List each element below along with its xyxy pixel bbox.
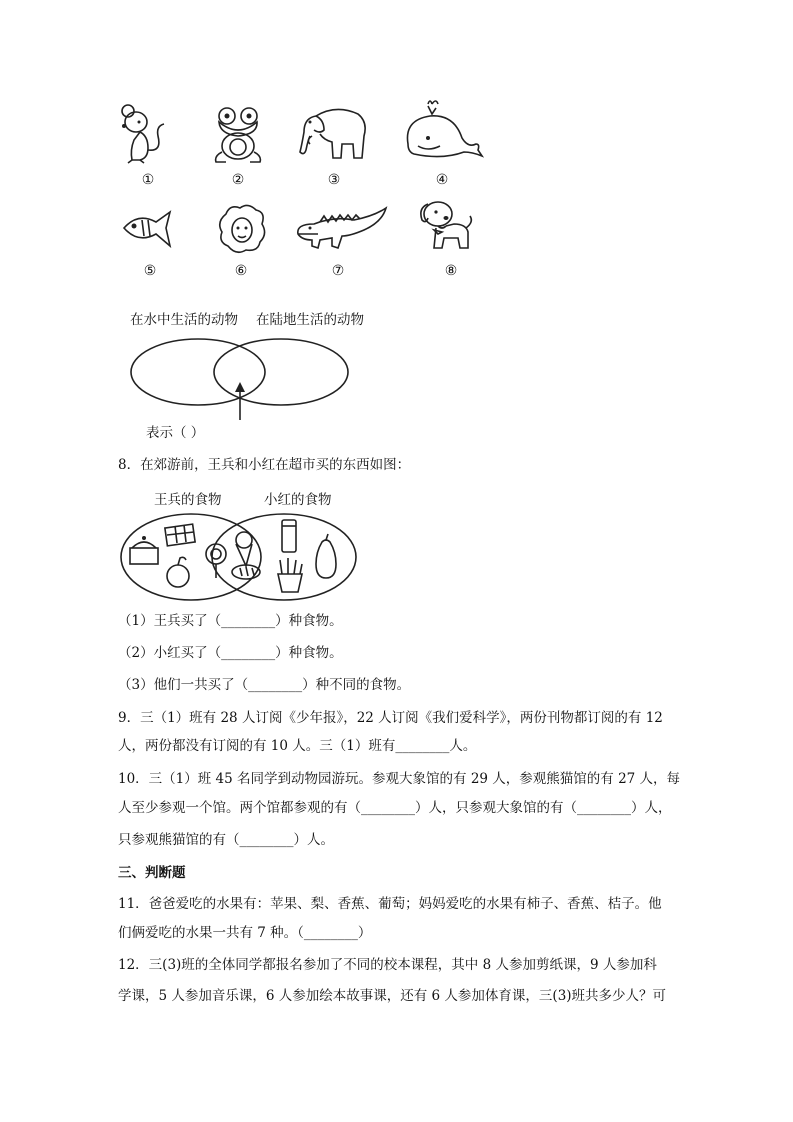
q8-right-label: 小红的食物: [264, 492, 332, 508]
whale-icon: [402, 100, 484, 162]
q8-sub3: （3）他们一共买了（________）种不同的食物。: [118, 677, 411, 693]
fish-icon: [120, 208, 176, 250]
crocodile-icon: [294, 206, 390, 254]
q8-sub1: （1）王兵买了（________）种食物。: [118, 613, 343, 629]
lollipop-icon: [206, 544, 226, 578]
section-title-judgement: 三、判断题: [118, 865, 186, 881]
animal-label-5: ⑤: [143, 263, 157, 279]
q9-line1: 9．三（1）班有 28 人订阅《少年报》，22 人订阅《我们爱科学》，两份刊物都订阅的有 12: [118, 710, 663, 726]
q8-sub2: （2）小红买了（________）种食物。: [118, 645, 343, 661]
animal-label-8: ⑧: [444, 263, 458, 279]
mouse-icon: [118, 100, 178, 166]
animal-label-3: ③: [327, 172, 341, 188]
q8-stem: 8．在郊游前，王兵和小红在超市买的东西如图：: [118, 457, 411, 473]
venn-circles: [128, 334, 354, 424]
animal-label-1: ①: [141, 172, 155, 188]
venn-answer-blank[interactable]: 表示（ ）: [146, 425, 205, 441]
chocolate-icon: [165, 524, 195, 546]
bread-icon: [232, 565, 260, 579]
q10-line2: 人至少参观一个馆。两个馆都参观的有（________）人，只参观大象馆的有（________）人，: [118, 800, 672, 816]
animal-label-2: ②: [231, 172, 245, 188]
dog-icon: [418, 198, 476, 256]
ice-cream-icon: [236, 532, 252, 566]
pear-icon: [316, 534, 336, 578]
animal-label-6: ⑥: [234, 263, 248, 279]
elephant-icon: [296, 104, 370, 162]
animal-label-4: ④: [435, 172, 449, 188]
q9-line2: 人，两份都没有订阅的有 10 人。三（1）班有________人。: [118, 738, 477, 754]
q12-line2: 学课，5 人参加音乐课，6 人参加绘本故事课，还有 6 人参加体育课，三(3)班共多少人？可: [118, 988, 667, 1004]
venn-food: [118, 512, 362, 604]
animal-label-7: ⑦: [331, 263, 345, 279]
arrow-up-icon: [235, 382, 245, 392]
q10-line3: 只参观熊猫馆的有（________）人。: [118, 832, 334, 848]
venn-left-label: 在水中生活的动物: [130, 312, 238, 328]
frog-icon: [210, 104, 268, 166]
cake-icon: [130, 536, 158, 564]
q11-line2: 们俩爱吃的水果一共有 7 种。（________）: [118, 925, 372, 941]
fries-icon: [278, 558, 302, 592]
q11-line1: 11．爸爸爱吃的水果有：苹果、梨、香蕉、葡萄；妈妈爱吃的水果有柿子、香蕉、桔子。他: [118, 896, 662, 912]
q8-left-label: 王兵的食物: [154, 492, 222, 508]
q12-line1: 12．三(3)班的全体同学都报名参加了不同的校本课程，其中 8 人参加剪纸课，9 人参加科: [118, 957, 657, 973]
sheep-icon: [216, 202, 268, 256]
drink-can-icon: [282, 520, 296, 552]
venn-right-label: 在陆地生活的动物: [256, 312, 364, 328]
q10-line1: 10．三（1）班 45 名同学到动物园游玩。参观大象馆的有 29 人，参观熊猫馆的有 27 人，每: [118, 771, 681, 787]
apple-icon: [167, 557, 189, 587]
